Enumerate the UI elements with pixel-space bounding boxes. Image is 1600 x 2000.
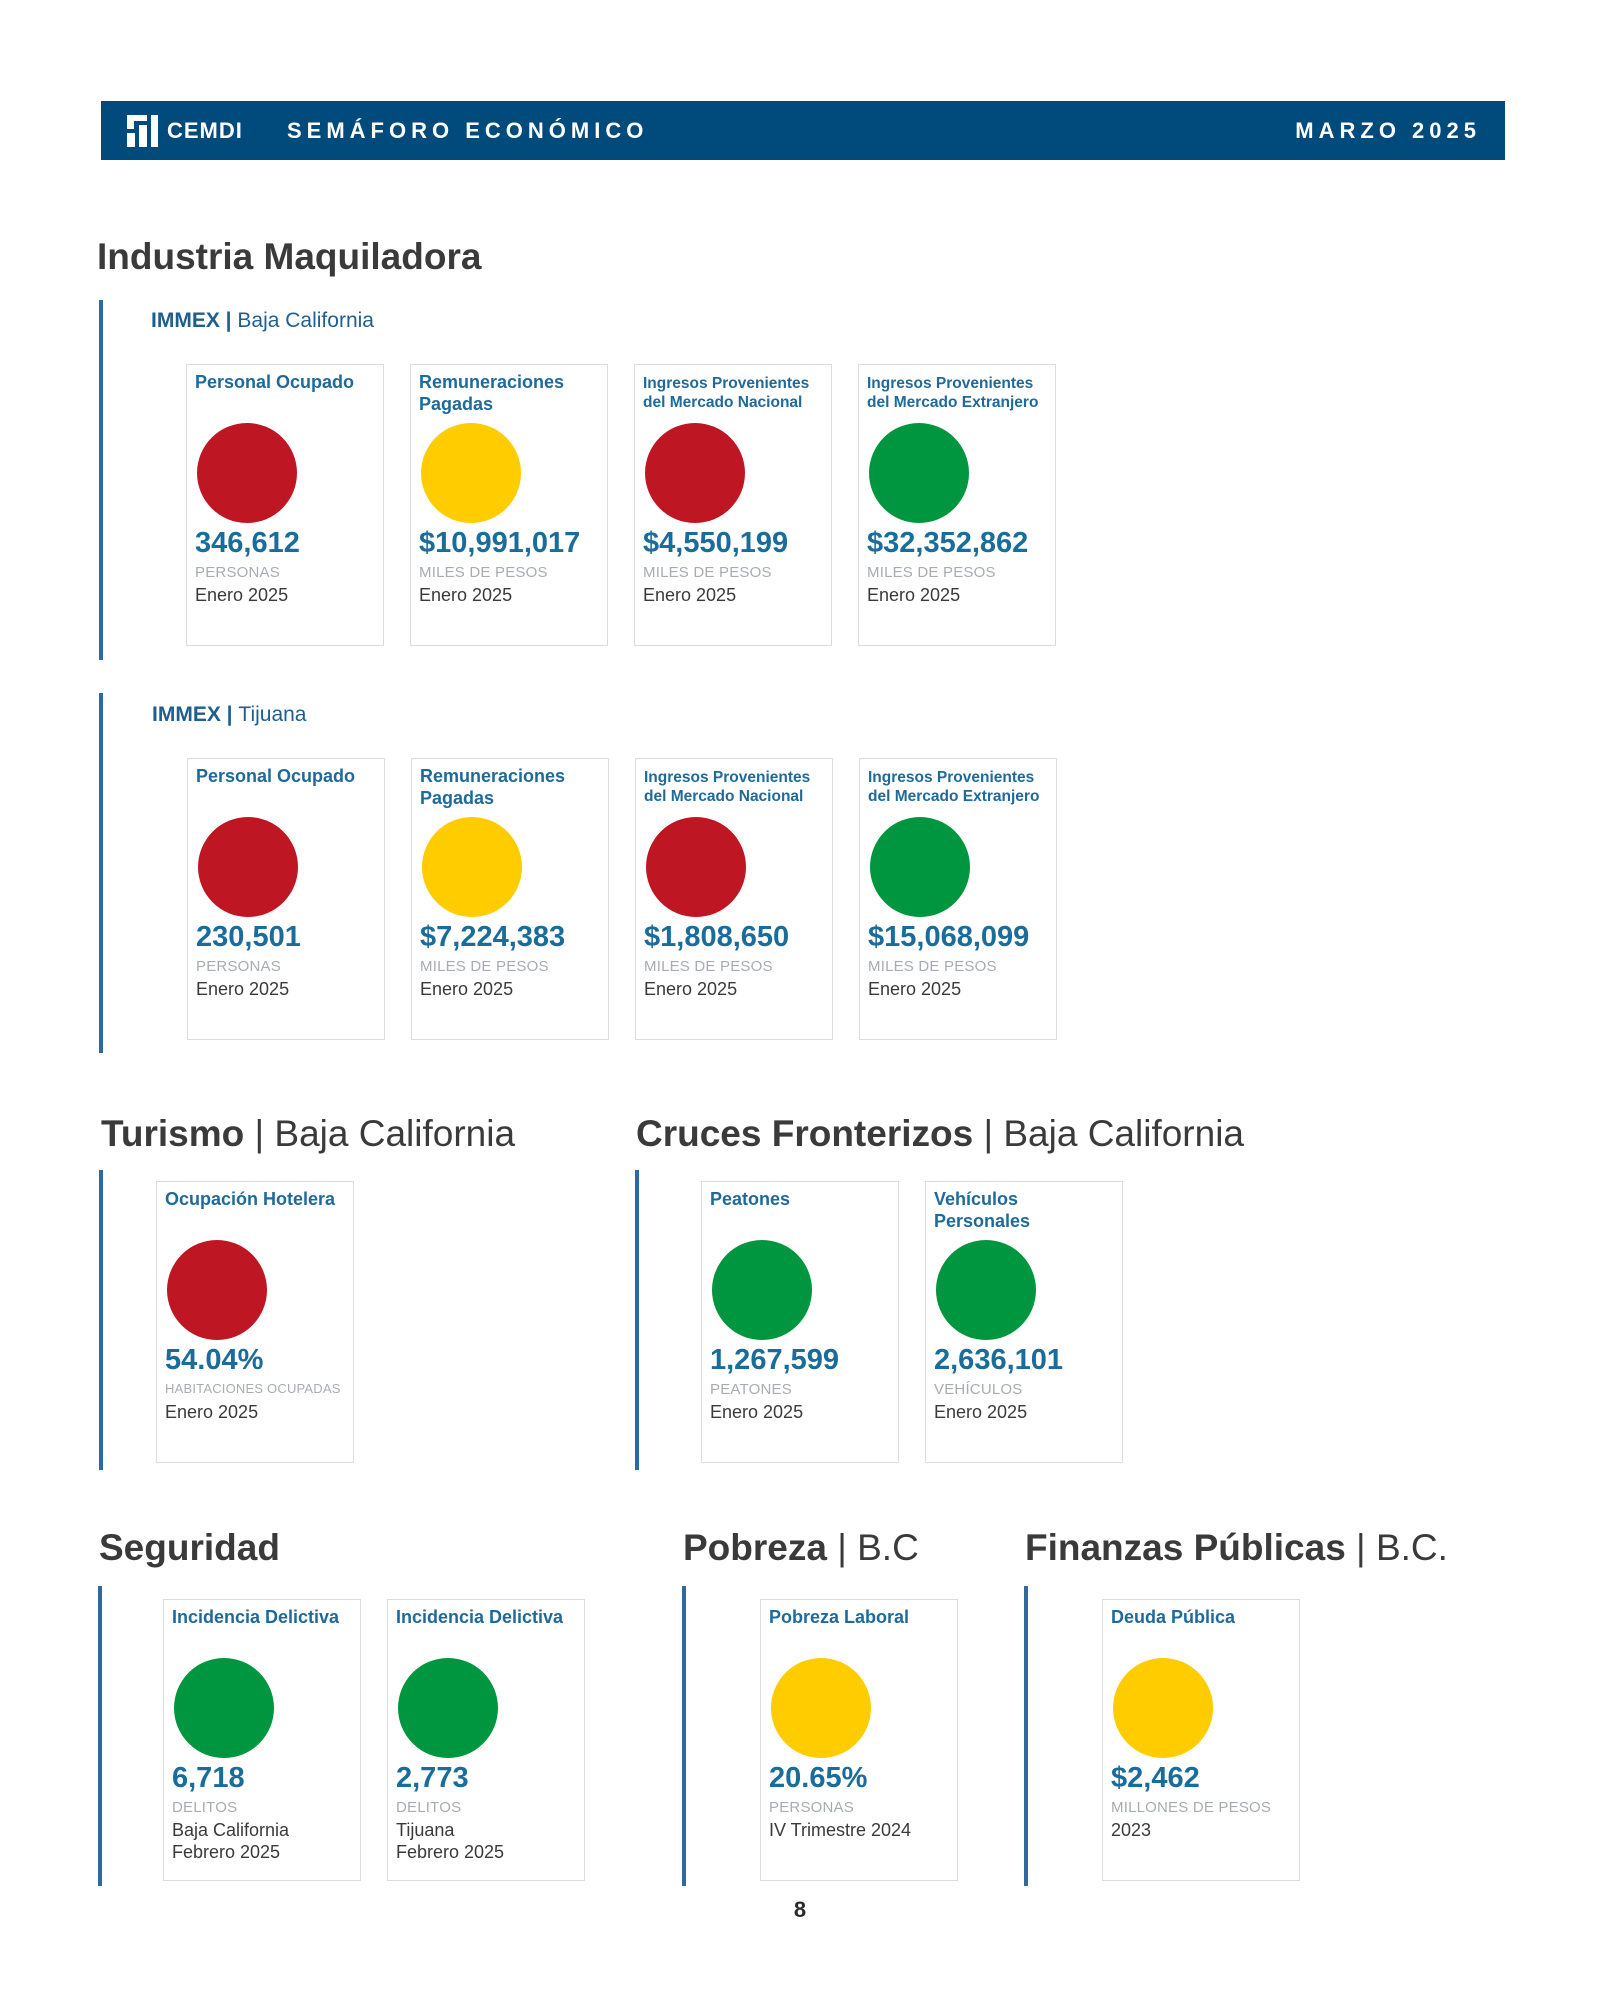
card-title: Peatones xyxy=(710,1189,791,1209)
page-header xyxy=(101,101,1505,160)
card-title: Ingresos Provenientes del Mercado Nacional xyxy=(644,769,811,805)
section-title-place: B.C xyxy=(857,1527,919,1568)
card-period: Enero 2025 xyxy=(419,585,513,605)
card-unit: DELITOS xyxy=(396,1799,462,1816)
card-value: 20.65% xyxy=(769,1762,868,1794)
status-yellow-light xyxy=(421,423,521,523)
status-green-light xyxy=(398,1658,498,1758)
card-title: Deuda Pública xyxy=(1111,1607,1236,1627)
card-unit: PERSONAS xyxy=(769,1799,854,1816)
section-bar xyxy=(1024,1586,1028,1886)
status-red-light xyxy=(646,817,746,917)
card-value: 230,501 xyxy=(196,921,301,953)
card-period: Enero 2025 xyxy=(196,979,290,999)
section-title-finanzas xyxy=(1025,1527,1448,1569)
card-unit: MILES DE PESOS xyxy=(868,958,997,975)
card-title: Personal Ocupado xyxy=(196,766,356,786)
indicator-card xyxy=(186,364,384,646)
card-value: 2,636,101 xyxy=(934,1344,1064,1376)
card-title: Remuneraciones Pagadas xyxy=(419,372,565,414)
separator: | xyxy=(973,1113,1004,1154)
status-green-light xyxy=(712,1240,812,1340)
card-period: Enero 2025 xyxy=(420,979,514,999)
section-title-cruces xyxy=(636,1113,1244,1155)
card-title: Ocupación Hotelera xyxy=(165,1189,336,1209)
card-value: $2,462 xyxy=(1111,1762,1200,1794)
subsection-place: Tijuana xyxy=(238,703,307,726)
card-unit: MILLONES DE PESOS xyxy=(1111,1799,1272,1816)
card-unit: PERSONAS xyxy=(195,564,280,581)
card-unit: DELITOS xyxy=(172,1799,238,1816)
card-period: Enero 2025 xyxy=(165,1402,259,1422)
card-period: Enero 2025 xyxy=(868,979,962,999)
card-title: Ingresos Provenientes del Mercado Extranjero xyxy=(867,375,1039,411)
section-title-place: Baja California xyxy=(274,1113,516,1154)
card-period: Enero 2025 xyxy=(644,979,738,999)
card-title: Remuneraciones Pagadas xyxy=(420,766,566,808)
card-title: Vehículos Personales xyxy=(934,1189,1031,1231)
indicator-card xyxy=(701,1181,899,1463)
card-unit: HABITACIONES OCUPADAS xyxy=(165,1381,341,1396)
section-bar xyxy=(99,300,103,660)
card-unit: VEHÍCULOS xyxy=(934,1381,1023,1398)
card-unit: MILES DE PESOS xyxy=(867,564,996,581)
subsection-title-immex-tijuana xyxy=(152,703,307,727)
section-title-text: Cruces Fronterizos xyxy=(636,1113,974,1154)
separator: | xyxy=(220,703,239,726)
indicator-card xyxy=(634,364,832,646)
card-value: $1,808,650 xyxy=(644,921,790,953)
section-bar xyxy=(99,693,103,1053)
card-value: $7,224,383 xyxy=(420,921,566,953)
card-value: 54.04% xyxy=(165,1344,264,1376)
card-value: $15,068,099 xyxy=(868,921,1030,953)
indicator-card xyxy=(410,364,608,646)
status-red-light xyxy=(645,423,745,523)
indicator-card xyxy=(411,758,609,1040)
separator: | xyxy=(826,1527,858,1568)
status-red-light xyxy=(167,1240,267,1340)
indicator-card xyxy=(760,1599,958,1881)
section-title-place: B.C. xyxy=(1375,1527,1448,1568)
section-bar xyxy=(682,1586,686,1886)
separator: | xyxy=(1345,1527,1376,1568)
status-red-light xyxy=(197,423,297,523)
status-green-light xyxy=(869,423,969,523)
separator: | xyxy=(244,1113,275,1154)
card-value: $32,352,862 xyxy=(867,527,1029,559)
card-title: Personal Ocupado xyxy=(195,372,355,392)
indicator-card xyxy=(1102,1599,1300,1881)
section-title-turismo xyxy=(101,1113,515,1155)
card-value: 6,718 xyxy=(172,1762,245,1794)
card-period: Enero 2025 xyxy=(195,585,289,605)
card-title: Ingresos Provenientes del Mercado Nacional xyxy=(643,375,810,411)
card-unit: MILES DE PESOS xyxy=(419,564,548,581)
separator: | xyxy=(219,309,238,332)
brand-name: CEMDI xyxy=(167,117,243,143)
indicator-card xyxy=(925,1181,1123,1463)
header-title: SEMÁFORO ECONÓMICO xyxy=(287,117,649,143)
section-title-text: Industria Maquiladora xyxy=(97,236,482,277)
card-period: Enero 2025 xyxy=(710,1402,804,1422)
subsection-place: Baja California xyxy=(237,309,374,332)
card-period: Baja California xyxy=(172,1820,290,1840)
card-period: Enero 2025 xyxy=(934,1402,1028,1422)
status-green-light xyxy=(870,817,970,917)
header-date: MARZO 2025 xyxy=(1295,117,1481,143)
section-title-text: Seguridad xyxy=(99,1527,280,1568)
indicator-card xyxy=(858,364,1056,646)
subsection-label: IMMEX xyxy=(152,703,221,726)
status-yellow-light xyxy=(1113,1658,1213,1758)
indicator-card xyxy=(387,1599,585,1881)
status-green-light xyxy=(936,1240,1036,1340)
card-title: Pobreza Laboral xyxy=(769,1607,910,1627)
section-title-text: Finanzas Públicas xyxy=(1025,1527,1346,1568)
card-unit: MILES DE PESOS xyxy=(420,958,549,975)
card-unit: PEATONES xyxy=(710,1381,792,1398)
card-unit: MILES DE PESOS xyxy=(644,958,773,975)
card-value: $10,991,017 xyxy=(419,527,581,559)
section-title-text: Turismo xyxy=(101,1113,245,1154)
page-number: 8 xyxy=(793,1897,807,1922)
card-value: 346,612 xyxy=(195,527,300,559)
status-yellow-light xyxy=(771,1658,871,1758)
section-title-seguridad xyxy=(99,1527,280,1569)
indicator-card xyxy=(163,1599,361,1881)
section-bar xyxy=(635,1170,639,1470)
section-title-industria xyxy=(97,236,481,278)
cemdi-logo xyxy=(125,113,245,149)
card-value: $4,550,199 xyxy=(643,527,789,559)
card-period: Enero 2025 xyxy=(643,585,737,605)
indicator-card xyxy=(156,1181,354,1463)
card-value: 2,773 xyxy=(396,1762,469,1794)
card-unit: MILES DE PESOS xyxy=(643,564,772,581)
card-title: Incidencia Delictiva xyxy=(396,1607,564,1627)
section-title-text: Pobreza xyxy=(683,1527,827,1568)
subsection-title-immex-bc xyxy=(151,309,374,333)
card-period: Tijuana xyxy=(396,1820,455,1840)
cemdi-logo-icon xyxy=(125,113,161,149)
section-bar xyxy=(98,1586,102,1886)
card-value: 1,267,599 xyxy=(710,1344,840,1376)
indicator-card xyxy=(635,758,833,1040)
status-green-light xyxy=(174,1658,274,1758)
card-unit: PERSONAS xyxy=(196,958,281,975)
indicator-card xyxy=(187,758,385,1040)
status-red-light xyxy=(198,817,298,917)
card-period: Enero 2025 xyxy=(867,585,961,605)
section-title-place: Baja California xyxy=(1003,1113,1245,1154)
card-period-secondary: Febrero 2025 xyxy=(396,1842,505,1862)
card-title: Ingresos Provenientes del Mercado Extranjero xyxy=(868,769,1040,805)
indicator-card xyxy=(859,758,1057,1040)
card-period: 2023 xyxy=(1111,1820,1152,1840)
card-period: IV Trimestre 2024 xyxy=(769,1820,912,1840)
card-period-secondary: Febrero 2025 xyxy=(172,1842,281,1862)
status-yellow-light xyxy=(422,817,522,917)
section-title-pobreza xyxy=(683,1527,919,1569)
card-title: Incidencia Delictiva xyxy=(172,1607,340,1627)
section-bar xyxy=(99,1170,103,1470)
subsection-label: IMMEX xyxy=(151,309,220,332)
